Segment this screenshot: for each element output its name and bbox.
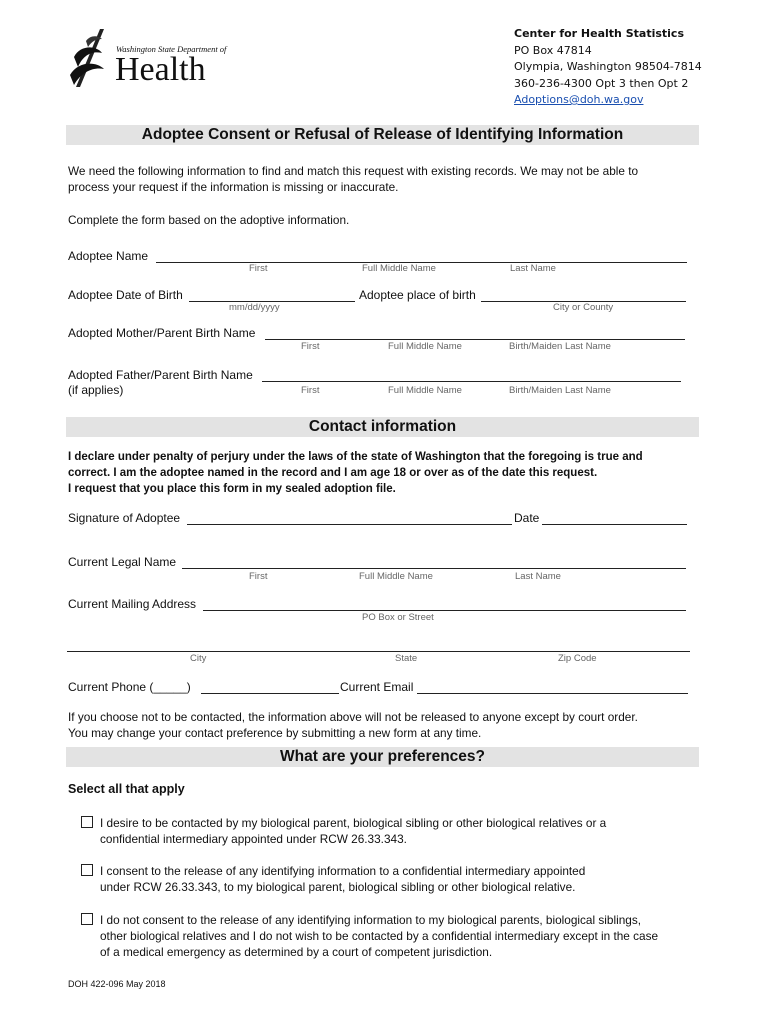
intro-instruction: Complete the form based on the adoptive information. — [68, 213, 350, 227]
dob-hint: mm/dd/yyyy — [229, 302, 280, 313]
zip-hint: Zip Code — [558, 653, 597, 664]
declaration — [68, 449, 643, 497]
adoptee-name-hint-last: Last Name — [510, 263, 556, 274]
org-phone: 360-236-4300 Opt 3 then Opt 2 — [514, 76, 689, 90]
father-name-field[interactable] — [262, 381, 681, 382]
adoptee-name-hint-middle: Full Middle Name — [362, 263, 436, 274]
option-3-checkbox[interactable] — [81, 913, 93, 925]
contact-note-line-1: If you choose not to be contacted, the information above will not be released to anyone except by court order. — [68, 710, 638, 724]
org-email-link[interactable]: Adoptions@doh.wa.gov — [514, 93, 644, 106]
intro-line-2: process your request if the information is missing or inaccurate. — [68, 180, 399, 194]
declaration-line-1: I declare under penalty of perjury under the laws of the state of Washington that the foregoing is true and — [68, 451, 643, 463]
legal-name-field[interactable] — [182, 568, 686, 569]
option-2-checkbox[interactable] — [81, 864, 93, 876]
option-1-line-2: confidential intermediary appointed under RCW 26.33.343. — [100, 832, 407, 846]
pob-label: Adoptee place of birth — [359, 288, 476, 302]
mailing-address-field[interactable] — [203, 610, 686, 611]
signature-label: Signature of Adoptee — [68, 511, 181, 525]
date-field[interactable] — [542, 524, 687, 525]
phone-field[interactable] — [201, 693, 339, 694]
logo-health: Health — [115, 51, 206, 88]
option-3-line-1: I do not consent to the release of any identifying information to my biological parents, biological siblings, — [100, 913, 642, 927]
mother-name-label: Adopted Mother/Parent Birth Name — [68, 326, 256, 340]
mailing-address-label: Current Mailing Address — [68, 597, 197, 611]
option-3-line-3: of a medical emergency as determined by a court of competent jurisdiction. — [100, 945, 493, 959]
option-2-line-1: I consent to the release of any identifying information to a confidential intermediary appointed — [100, 864, 586, 878]
adoptee-name-label: Adoptee Name — [68, 249, 149, 263]
phone-label: Current Phone (_____) — [68, 680, 191, 694]
father-hint-middle: Full Middle Name — [388, 385, 462, 396]
contact-note-line-2: You may change your contact preference by submitting a new form at any time. — [68, 726, 482, 740]
declaration-line-2: correct. I am the adoptee named in the record and I am age 18 or over as of the date this request. — [68, 467, 598, 479]
declaration-line-3: I request that you place this form in my sealed adoption file. — [68, 483, 396, 495]
mother-hint-middle: Full Middle Name — [388, 341, 462, 352]
legal-name-hint-first: First — [249, 571, 268, 582]
preferences-subheading: Select all that apply — [68, 782, 185, 796]
intro-line-1: We need the following information to find and match this request with existing records. We may not be able to — [68, 164, 639, 178]
logo-state-dept: Washington State Department of — [116, 44, 227, 54]
option-1-text — [100, 815, 606, 847]
father-name-label: Adopted Father/Parent Birth Name — [68, 368, 253, 382]
option-2-text — [100, 863, 585, 895]
pob-hint: City or County — [553, 302, 614, 313]
date-label: Date — [514, 511, 540, 525]
preferences-heading: What are your preferences? — [66, 747, 699, 767]
mother-hint-first: First — [301, 341, 320, 352]
org-name: Center for Health Statistics — [514, 27, 684, 40]
option-3-line-2: other biological relatives and I do not wish to be contacted by a confidential intermediary except in the case — [100, 929, 659, 943]
signature-field[interactable] — [187, 524, 512, 525]
legal-name-hint-last: Last Name — [515, 571, 561, 582]
form-title: Adoptee Consent or Refusal of Release of Identifying Information — [66, 125, 699, 145]
contact-note — [68, 709, 638, 741]
adoptee-name-hint-first: First — [249, 263, 268, 274]
option-1-checkbox[interactable] — [81, 816, 93, 828]
city-state-zip-field[interactable] — [67, 651, 690, 652]
legal-name-label: Current Legal Name — [68, 555, 177, 569]
email-field[interactable] — [417, 693, 688, 694]
intro-paragraph — [68, 163, 638, 195]
legal-name-hint-middle: Full Middle Name — [359, 571, 433, 582]
dob-label: Adoptee Date of Birth — [68, 288, 183, 302]
option-1-line-1: I desire to be contacted by my biological parent, biological sibling or other biological relatives or a — [100, 816, 607, 830]
state-hint: State — [395, 653, 418, 664]
option-3-text — [100, 912, 658, 960]
city-hint: City — [190, 653, 207, 664]
doh-logo — [66, 27, 227, 92]
form-number: DOH 422-096 May 2018 — [68, 979, 166, 989]
org-city-state: Olympia, Washington 98504-7814 — [514, 60, 702, 73]
email-label: Current Email — [340, 680, 414, 694]
org-address — [514, 26, 702, 109]
org-po-box: PO Box 47814 — [514, 43, 592, 57]
mother-hint-last: Birth/Maiden Last Name — [509, 341, 611, 352]
father-hint-first: First — [301, 385, 320, 396]
father-hint-last: Birth/Maiden Last Name — [509, 385, 611, 396]
option-2-line-2: under RCW 26.33.343, to my biological parent, biological sibling or other biological relative. — [100, 880, 576, 894]
father-name-sub: (if applies) — [68, 383, 124, 397]
mother-name-field[interactable] — [265, 339, 685, 340]
contact-heading: Contact information — [66, 417, 699, 437]
doh-logo-icon — [66, 27, 114, 91]
mailing-address-hint: PO Box or Street — [362, 612, 434, 623]
